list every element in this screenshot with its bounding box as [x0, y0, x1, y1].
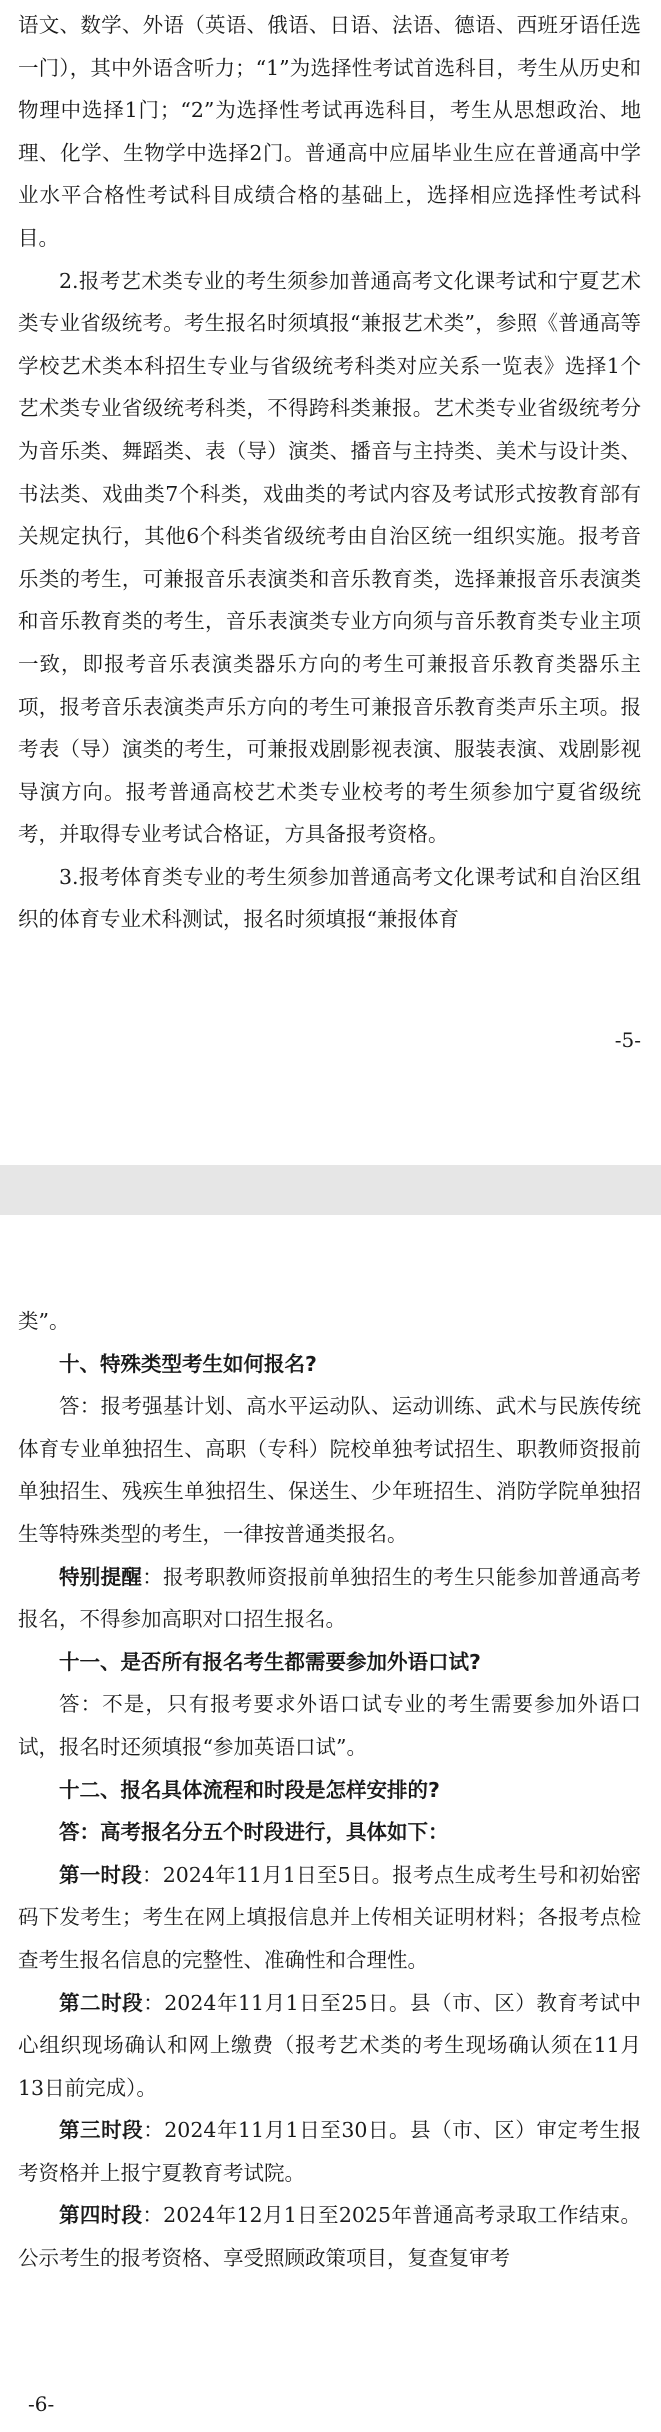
period-4 [18, 2194, 641, 2279]
paragraph-subjects: 语文、数学、外语（英语、俄语、日语、法语、德语、西班牙语任选一门），其中外语含听力；“1”为选择性考试首选科目，考生从历史和物理中选择1门；“2”为选择性考试再选科目，考生从思想政治、地理、化学、生物学中选择2门。普通高中应届毕业生应在普通高中学业水平合格性考试科目成绩合格的基础上，选择相应选择性考试科目。 [18, 13, 641, 250]
page-number-5: -5- [614, 1028, 641, 1052]
page-5-body [18, 4, 641, 941]
period-4-text: ：2024年12月1日至2025年普通高考录取工作结束。公示考生的报考资格、享受照顾政策项目，复查复审考 [18, 2203, 641, 2271]
answer-section-12: 答：高考报名分五个时段进行，具体如下： [59, 1820, 449, 1845]
document-page-5 [0, 0, 661, 1165]
document-page-6 [0, 1215, 661, 2432]
period-2 [18, 1982, 641, 2110]
page-6-body [18, 1300, 641, 2280]
heading-section-11: 十一、是否所有报名考生都需要参加外语口试? [59, 1649, 481, 1674]
heading-section-10: 十、特殊类型考生如何报名? [59, 1351, 317, 1376]
period-1-text: ：2024年11月1日至5日。报考点生成考生号和初始密码下发考生；考生在网上填报信息并上传相关证明材料；各报考点检查考生报名信息的完整性、准确性和合理性。 [18, 1862, 642, 1972]
answer-section-10: 答：报考强基计划、高水平运动队、运动训练、武术与民族传统体育专业单独招生、高职（专科）院校单独考试招生、职教师资报前单独招生、残疾生单独招生、保送生、少年班招生、消防学院单独招生等特殊类型的考生，一律按普通类报名。 [18, 1394, 641, 1546]
paragraph-sports-registration: 3.报考体育类专业的考生须参加普通高考文化课考试和自治区组织的体育专业术科测试，报名时须填报“兼报体育 [18, 864, 641, 932]
period-1-label: 第一时段 [59, 1862, 142, 1887]
special-reminder-label: 特别提醒 [59, 1564, 143, 1589]
special-reminder [18, 1556, 641, 1641]
page-number-6: -6- [28, 2392, 55, 2416]
paragraph-art-registration: 2.报考艺术类专业的考生须参加普通高考文化课考试和宁夏艺术类专业省级统考。考生报名时须填报“兼报艺术类”，参照《普通高等学校艺术类本科招生专业与省级统考科类对应关系一览表》选择1个艺术类专业省级统考科类，不得跨科类兼报。艺术类专业省级统考分为音乐类、舞蹈类、表（导）演类、播音与主持类、美术与设计类、书法类、戏曲类7个科类，戏曲类的考试内容及考试形式按教育部有关规定执行，其他6个科类省级统考由自治区统一组织实施。报考音乐类的考生，可兼报音乐表演类和音乐教育类，选择兼报音乐表演类和音乐教育类的考生，音乐表演类专业方向须与音乐教育类专业主项一致，即报考音乐表演类器乐方向的考生可兼报音乐教育类器乐主项，报考音乐表演类声乐方向的考生可兼报音乐教育类声乐主项。报考表（导）演类的考生，可兼报戏剧影视表演、服装表演、戏剧影视导演方向。报考普通高校艺术类专业校考的考生须参加宁夏省级统考，并取得专业考试合格证，方具备报考资格。 [18, 268, 641, 847]
page-separator [0, 1165, 661, 1215]
paragraph-continuation: 类”。 [18, 1309, 70, 1333]
period-3-label: 第三时段 [59, 2118, 144, 2143]
period-4-label: 第四时段 [59, 2203, 143, 2228]
heading-section-12: 十二、报名具体流程和时段是怎样安排的? [59, 1777, 440, 1802]
period-3-text: ：2024年11月1日至30日。县（市、区）审定考生报考资格并上报宁夏教育考试院。 [18, 2118, 642, 2185]
period-2-text: ：2024年11月1日至25日。县（市、区）教育考试中心组织现场确认和网上缴费（报考艺术类的考生现场确认须在11月13日前完成）。 [18, 1990, 642, 2100]
answer-section-11: 答：不是，只有报考要求外语口试专业的考生需要参加外语口试，报名时还须填报“参加英语口试”。 [18, 1692, 641, 1759]
period-2-label: 第二时段 [59, 1990, 144, 2015]
period-3 [18, 2109, 641, 2194]
special-reminder-text: ：报考职教师资报前单独招生的考生只能参加普通高考报名，不得参加高职对口招生报名。 [18, 1564, 642, 1632]
period-1 [18, 1854, 641, 1982]
